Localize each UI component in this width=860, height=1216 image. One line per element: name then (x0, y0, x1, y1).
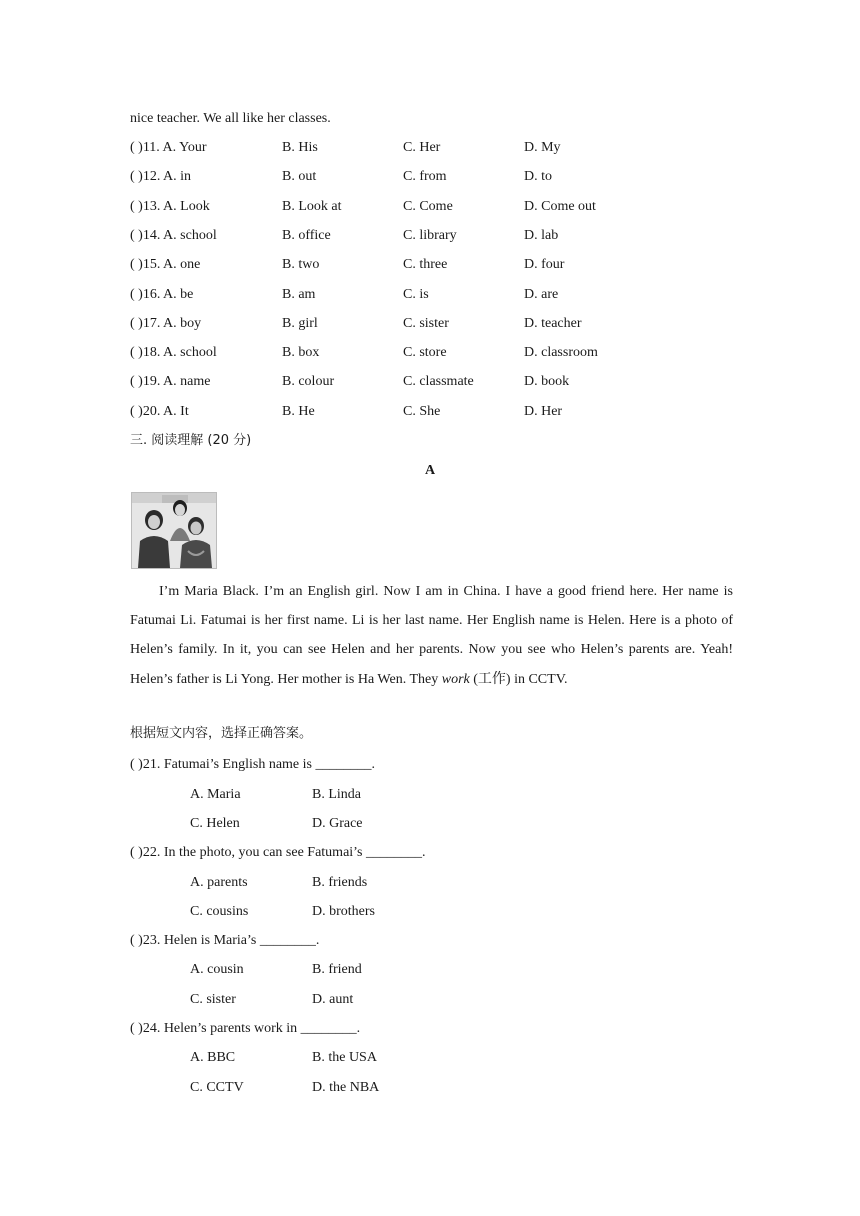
option-d: D. four (524, 257, 565, 272)
option-d: D. brothers (312, 904, 375, 919)
option-c: C. CCTV (190, 1080, 244, 1095)
option-b: B. two (282, 257, 320, 272)
question-prefix: ( )13. A. Look (130, 199, 210, 214)
option-b: B. girl (282, 316, 318, 331)
option-b: B. friends (312, 875, 368, 890)
option-b: B. am (282, 287, 316, 302)
option-d: D. Her (524, 404, 563, 419)
question-stem: ( )24. Helen’s parents work in ________. (130, 1021, 361, 1036)
option-d: D. are (524, 287, 559, 302)
cloze-question (130, 138, 750, 158)
option-a: A. Maria (190, 787, 241, 802)
question-prefix: ( )16. A. be (130, 287, 194, 302)
cloze-question (130, 285, 750, 305)
option-d: D. teacher (524, 316, 582, 331)
option-b: B. His (282, 140, 318, 155)
option-a: A. BBC (190, 1050, 236, 1065)
option-b: B. friend (312, 962, 362, 977)
option-c: C. cousins (190, 904, 249, 919)
option-b: B. He (282, 404, 315, 419)
option-d: D. lab (524, 228, 559, 243)
option-c: C. library (403, 228, 457, 243)
option-c: C. Her (403, 140, 441, 155)
option-c: C. Come (403, 199, 453, 214)
option-a: A. parents (190, 875, 248, 890)
option-b: B. Look at (282, 199, 342, 214)
option-b: B. the USA (312, 1050, 377, 1065)
option-d: D. the NBA (312, 1080, 380, 1095)
question-stem: ( )21. Fatumai’s English name is ________. (130, 757, 375, 772)
cloze-question (130, 167, 750, 187)
option-c: C. three (403, 257, 448, 272)
instruction: 根据短文内容，选择正确答案。 (130, 726, 313, 741)
cloze-question (130, 372, 750, 392)
option-c: C. sister (190, 992, 236, 1007)
option-b: B. Linda (312, 787, 361, 802)
question-prefix: ( )19. A. name (130, 374, 211, 389)
part-label: A (424, 463, 436, 478)
cloze-question (130, 197, 750, 217)
option-d: D. My (524, 140, 561, 155)
option-d: D. aunt (312, 992, 354, 1007)
emphasized-word: work (441, 671, 470, 687)
option-d: D. book (524, 374, 570, 389)
cloze-question (130, 255, 750, 275)
option-c: C. Helen (190, 816, 240, 831)
cloze-question (130, 226, 750, 246)
option-c: C. sister (403, 316, 449, 331)
option-b: B. box (282, 345, 320, 360)
question-stem: ( )22. In the photo, you can see Fatumai’s ________. (130, 845, 426, 860)
option-c: C. from (403, 169, 447, 184)
question-stem: ( )23. Helen is Maria’s ________. (130, 933, 320, 948)
question-prefix: ( )18. A. school (130, 345, 217, 360)
option-d: D. to (524, 169, 552, 184)
option-b: B. colour (282, 374, 335, 389)
option-b: B. office (282, 228, 331, 243)
option-a: A. cousin (190, 962, 244, 977)
question-prefix: ( )15. A. one (130, 257, 201, 272)
option-d: D. Grace (312, 816, 363, 831)
question-prefix: ( )14. A. school (130, 228, 217, 243)
option-c: C. classmate (403, 374, 474, 389)
option-c: C. is (403, 287, 429, 302)
reading-passage: I’m Maria Black. I’m an English girl. Now I am in China. I have a good friend here. Her name is Fatumai Li. Fatumai is her first name. Li is her last name. Her English name is Helen. Here is a photo of Helen’s family. In it, you can see Helen and her parents. Now you see who Helen’s parents are. Yeah! Helen’s father is Li Yong. Her mother is Ha Wen. They work (工作) in CCTV. (130, 584, 733, 687)
question-prefix: ( )20. A. It (130, 404, 189, 419)
family-photo (131, 492, 217, 569)
cloze-question (130, 343, 750, 363)
option-c: C. She (403, 404, 441, 419)
option-d: D. classroom (524, 345, 598, 360)
option-b: B. out (282, 169, 317, 184)
section-title: 三. 阅读理解 (20 分) (130, 433, 252, 448)
option-d: D. Come out (524, 199, 596, 214)
question-prefix: ( )17. A. boy (130, 316, 202, 331)
cloze-question (130, 402, 750, 422)
cloze-question (130, 314, 750, 334)
question-prefix: ( )11. A. Your (130, 140, 207, 155)
option-c: C. store (403, 345, 447, 360)
passage-tail: nice teacher. We all like her classes. (130, 111, 331, 126)
question-prefix: ( )12. A. in (130, 169, 192, 184)
